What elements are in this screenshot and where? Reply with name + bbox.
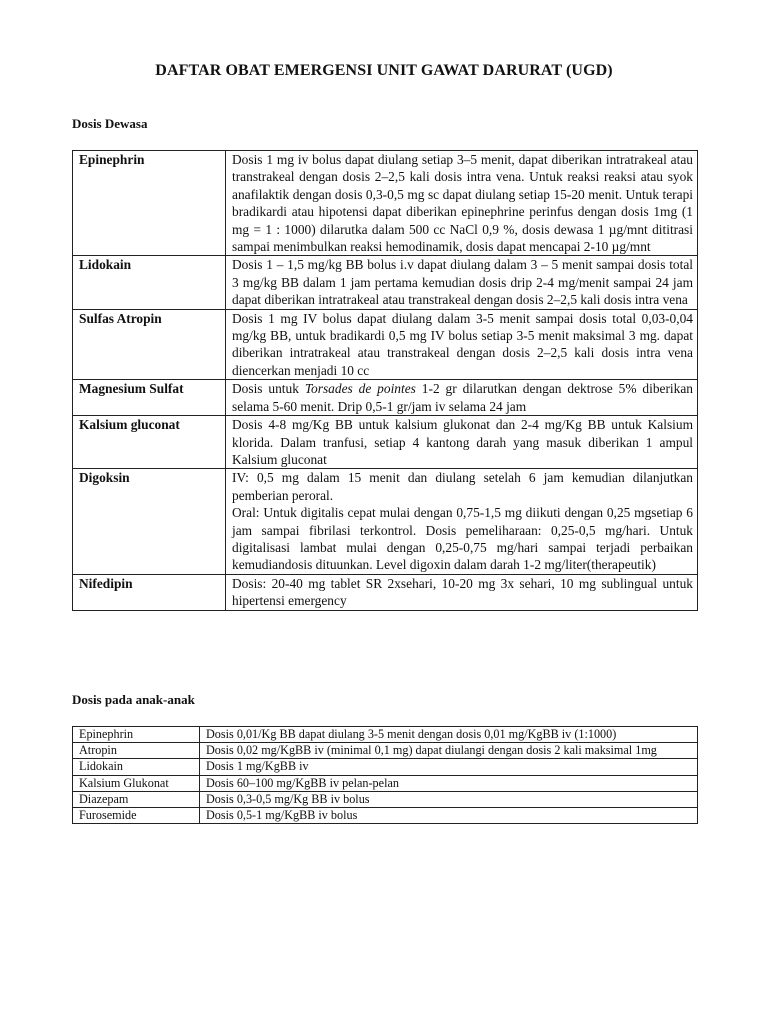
dose-description-cell: Dosis 1 mg/KgBB iv: [200, 759, 698, 775]
dose-description-cell: Dosis 0,3-0,5 mg/Kg BB iv bolus: [200, 791, 698, 807]
dose-description-cell: Dosis 0,01/Kg BB dapat diulang 3-5 menit dengan dosis 0,01 mg/KgBB iv (1:1000): [200, 727, 698, 743]
table-row: [73, 256, 698, 309]
table-row: [73, 791, 698, 807]
desc-italic-text: Torsades de pointes: [304, 381, 416, 397]
desc-paragraph-oral: Oral: Untuk digitalis cepat mulai dengan 0,75-1,5 mg diikuti dengan 0,25 mgsetiap 6 jam sampai fibrilasi terkontrol. Dosis pemeliharaan: 0,25-0,5 mg/hari. Untuk digitalisasi lambat mulai dengan 0,25-0,75 mg/hari sampai terjadi perbaikan kemudiandosis dituunkan. Level digoxin dalam darah 1-2 mg/liter(therapeutik): [232, 505, 693, 573]
drug-name-cell: Lidokain: [73, 759, 200, 775]
drug-name-cell: Diazepam: [73, 791, 200, 807]
table-row: [73, 416, 698, 469]
drug-name-cell: Nifedipin: [73, 574, 226, 610]
drug-name-cell: Kalsium gluconat: [73, 416, 226, 469]
dose-description-cell: [226, 380, 698, 416]
table-row: [73, 469, 698, 574]
table-row: [73, 808, 698, 824]
table-row: [73, 380, 698, 416]
table-row: [73, 759, 698, 775]
drug-name-cell: Digoksin: [73, 469, 226, 574]
desc-text: Dosis untuk: [232, 381, 305, 397]
desc-paragraph-iv: IV: 0,5 mg dalam 15 menit dan diulang setelah 6 jam kemudian dilanjutkan pemberian peroral.: [232, 470, 693, 503]
child-dose-table: [72, 726, 698, 824]
drug-name-cell: Magnesium Sulfat: [73, 380, 226, 416]
drug-name-cell: Lidokain: [73, 256, 226, 309]
adult-dose-table: [72, 150, 698, 611]
drug-name-cell: Kalsium Glukonat: [73, 775, 200, 791]
table-row: [73, 743, 698, 759]
drug-name-cell: Atropin: [73, 743, 200, 759]
dose-description-cell: Dosis 1 mg IV bolus dapat diulang dalam 3-5 menit sampai dosis total 0,03-0,04 mg/kg BB, untuk bradikardi 0,5 mg IV bolus setiap 3-5 menit maksimal 3 mg. dapat diberikan intratrakeal atau transtrakeal dengan dosis 2–2,5 kali dosis intra vena diencerkan menjadi 10 cc: [226, 309, 698, 380]
table-row: [73, 574, 698, 610]
desc-text: 1-2 gr dilarutkan dengan dektrose 5% diberikan selama 5-60 menit. Drip 0,5-1 gr/jam iv selama 24 jam: [232, 381, 693, 414]
dose-description-cell: Dosis 1 mg iv bolus dapat diulang setiap 3–5 menit, dapat diberikan intratrakeal atau transtrakeal dengan dosis 2–2,5 kali dosis intra vena. Untuk reaksi reaksi atau syok anafilaktik dengan dosis 0,3-0,5 mg sc dapat diulang setiap 15-20 menit. Untuk terapi bradikardi atau hipotensi dapat diberikan epinephrine perinfus dengan dosis 1mg (1 mg = 1 : 1000) dilarutka dalam 500 cc NaCl 0,9 %, dosis dewasa 1 µg/mnt dititrasi sampai menimbulkan reaksi hemodinamik, dosis dapat mencapai 2-10 µg/mnt: [226, 151, 698, 256]
dose-description-cell: Dosis 60–100 mg/KgBB iv pelan-pelan: [200, 775, 698, 791]
dose-description-cell: Dosis: 20-40 mg tablet SR 2xsehari, 10-20 mg 3x sehari, 10 mg sublingual untuk hipertensi emergency: [226, 574, 698, 610]
table-row: [73, 151, 698, 256]
dose-description-cell: Dosis 4-8 mg/Kg BB untuk kalsium glukonat dan 2-4 mg/Kg BB untuk Kalsium klorida. Dalam tranfusi, setiap 4 kantong darah yang masuk diberikan 1 ampul Kalsium gluconat: [226, 416, 698, 469]
page-title: DAFTAR OBAT EMERGENSI UNIT GAWAT DARURAT (UGD): [155, 62, 613, 79]
dose-description-cell: Dosis 0,02 mg/KgBB iv (minimal 0,1 mg) dapat diulangi dengan dosis 2 kali maksimal 1mg: [200, 743, 698, 759]
table-row: [73, 309, 698, 380]
dose-description-cell: [226, 469, 698, 574]
drug-name-cell: Epinephrin: [73, 727, 200, 743]
drug-name-cell: Sulfas Atropin: [73, 309, 226, 380]
table-row: [73, 775, 698, 791]
table-row: [73, 727, 698, 743]
adult-dose-heading: Dosis Dewasa: [72, 116, 148, 131]
drug-name-cell: Furosemide: [73, 808, 200, 824]
drug-name-cell: Epinephrin: [73, 151, 226, 256]
dose-description-cell: Dosis 0,5-1 mg/KgBB iv bolus: [200, 808, 698, 824]
child-dose-heading: Dosis pada anak-anak: [72, 692, 195, 707]
dose-description-cell: Dosis 1 – 1,5 mg/kg BB bolus i.v dapat diulang dalam 3 – 5 menit sampai dosis total 3 mg/kg BB dalam 1 jam pertama kemudian dosis drip 2-4 mg/menit sampai 24 jam dapat diberikan intratrakeal atau transtrakeal dengan dosis 2–2,5 kali dosis intra vena: [226, 256, 698, 309]
